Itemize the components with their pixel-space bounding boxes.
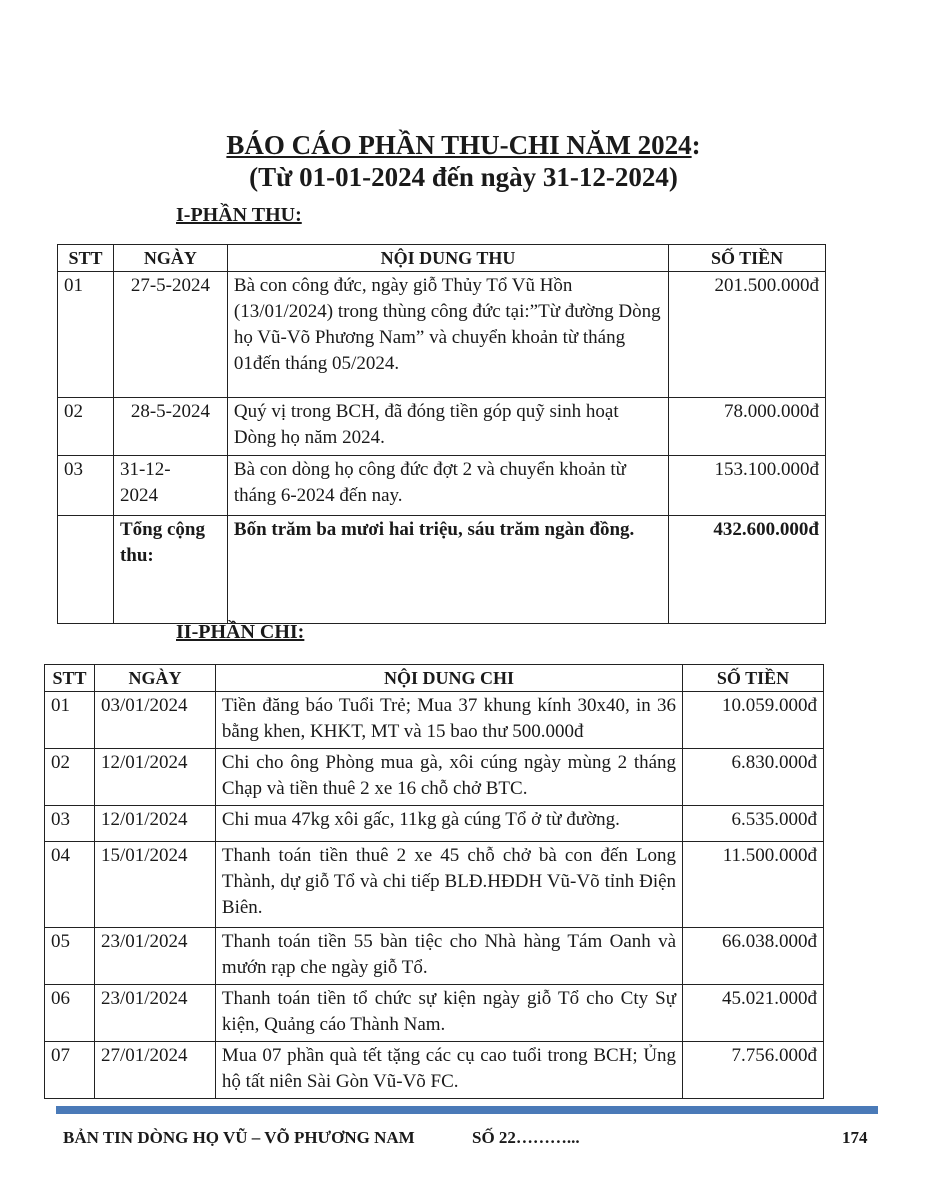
row-content: Bà con công đức, ngày giỗ Thủy Tổ Vũ Hồn (13/01/2024) trong thùng công đức tại:”Từ đường Dòng họ Vũ-Võ Phương Nam” và chuyển khoản từ tháng 01đến tháng 05/2024. [227, 272, 668, 398]
row-stt: 02 [58, 398, 114, 456]
row-amount: 7.756.000đ [683, 1042, 824, 1099]
row-content: Thanh toán tiền 55 bàn tiệc cho Nhà hàng Tám Oanh và mướn rạp che ngày giỗ Tổ. [215, 928, 682, 985]
row-stt: 03 [45, 806, 95, 842]
table-row [45, 692, 824, 749]
table-row [58, 398, 826, 456]
header-stt: STT [45, 665, 95, 692]
report-title-text: BÁO CÁO PHẦN THU-CHI NĂM 2024 [226, 130, 692, 160]
table-row [45, 928, 824, 985]
row-amount: 10.059.000đ [683, 692, 824, 749]
report-title [0, 129, 927, 161]
expense-header-row [45, 665, 824, 692]
table-row [45, 842, 824, 928]
row-date: 12/01/2024 [94, 749, 215, 806]
row-stt: 04 [45, 842, 95, 928]
row-date: 15/01/2024 [94, 842, 215, 928]
table-row [45, 806, 824, 842]
row-amount: 201.500.000đ [669, 272, 826, 398]
table-row [45, 985, 824, 1042]
row-amount: 6.830.000đ [683, 749, 824, 806]
expense-heading: II-PHẦN CHI: [176, 621, 305, 643]
income-header-row [58, 245, 826, 272]
row-date: 03/01/2024 [94, 692, 215, 749]
table-row [58, 456, 826, 516]
header-amount: SỐ TIỀN [669, 245, 826, 272]
row-stt: 06 [45, 985, 95, 1042]
issue-number: SỐ 22………... [472, 1128, 580, 1147]
row-stt: 05 [45, 928, 95, 985]
income-total-row [58, 516, 826, 624]
table-row [58, 272, 826, 398]
row-amount: 45.021.000đ [683, 985, 824, 1042]
row-content: Chi cho ông Phòng mua gà, xôi cúng ngày mùng 2 tháng Chạp và tiền thuê 2 xe 16 chỗ chở BTC. [215, 749, 682, 806]
page-number: 174 [842, 1128, 868, 1147]
row-stt: 07 [45, 1042, 95, 1099]
report-period: (Từ 01-01-2024 đến ngày 31-12-2024) [249, 162, 678, 192]
row-date: 27-5-2024 [113, 272, 227, 398]
total-text: Bốn trăm ba mươi hai triệu, sáu trăm ngàn đồng. [227, 516, 668, 624]
total-stt-cell [58, 516, 114, 624]
table-row [45, 749, 824, 806]
row-content: Tiền đăng báo Tuổi Trẻ; Mua 37 khung kính 30x40, in 36 bằng khen, KHKT, MT và 15 bao thư 500.000đ [215, 692, 682, 749]
report-title-colon: : [691, 130, 701, 160]
row-date: 23/01/2024 [94, 985, 215, 1042]
row-amount: 11.500.000đ [683, 842, 824, 928]
header-content: NỘI DUNG THU [227, 245, 668, 272]
table-row [45, 1042, 824, 1099]
row-amount: 153.100.000đ [669, 456, 826, 516]
income-table [57, 244, 826, 624]
expense-table [44, 664, 824, 1099]
newsletter-name: BẢN TIN DÒNG HỌ VŨ – VÕ PHƯƠNG NAM [63, 1128, 415, 1147]
header-date: NGÀY [94, 665, 215, 692]
row-stt: 01 [45, 692, 95, 749]
total-label: Tổng cộng thu: [113, 516, 227, 624]
row-amount: 6.535.000đ [683, 806, 824, 842]
income-heading: I-PHẦN THU: [176, 204, 302, 226]
row-content: Thanh toán tiền thuê 2 xe 45 chỗ chở bà con đến Long Thành, dự giỗ Tổ và chi tiếp BLĐ.HĐDH Vũ-Võ tỉnh Điện Biên. [215, 842, 682, 928]
row-date: 23/01/2024 [94, 928, 215, 985]
row-amount: 78.000.000đ [669, 398, 826, 456]
total-amount: 432.600.000đ [669, 516, 826, 624]
header-content: NỘI DUNG CHI [215, 665, 682, 692]
row-content: Chi mua 47kg xôi gấc, 11kg gà cúng Tổ ở từ đường. [215, 806, 682, 842]
header-stt: STT [58, 245, 114, 272]
row-content: Mua 07 phần quà tết tặng các cụ cao tuổi trong BCH; Ủng hộ tất niên Sài Gòn Vũ-Võ FC. [215, 1042, 682, 1099]
row-stt: 01 [58, 272, 114, 398]
row-content: Thanh toán tiền tổ chức sự kiện ngày giỗ Tổ cho Cty Sự kiện, Quảng cáo Thành Nam. [215, 985, 682, 1042]
header-date: NGÀY [113, 245, 227, 272]
row-content: Bà con dòng họ công đức đợt 2 và chuyển khoản từ tháng 6-2024 đến nay. [227, 456, 668, 516]
row-content: Quý vị trong BCH, đã đóng tiền góp quỹ sinh hoạt Dòng họ năm 2024. [227, 398, 668, 456]
row-date: 31-12-2024 [113, 456, 227, 516]
row-stt: 02 [45, 749, 95, 806]
row-date: 12/01/2024 [94, 806, 215, 842]
row-stt: 03 [58, 456, 114, 516]
header-amount: SỐ TIỀN [683, 665, 824, 692]
row-amount: 66.038.000đ [683, 928, 824, 985]
footer-divider [56, 1106, 878, 1114]
row-date: 27/01/2024 [94, 1042, 215, 1099]
row-date: 28-5-2024 [113, 398, 227, 456]
